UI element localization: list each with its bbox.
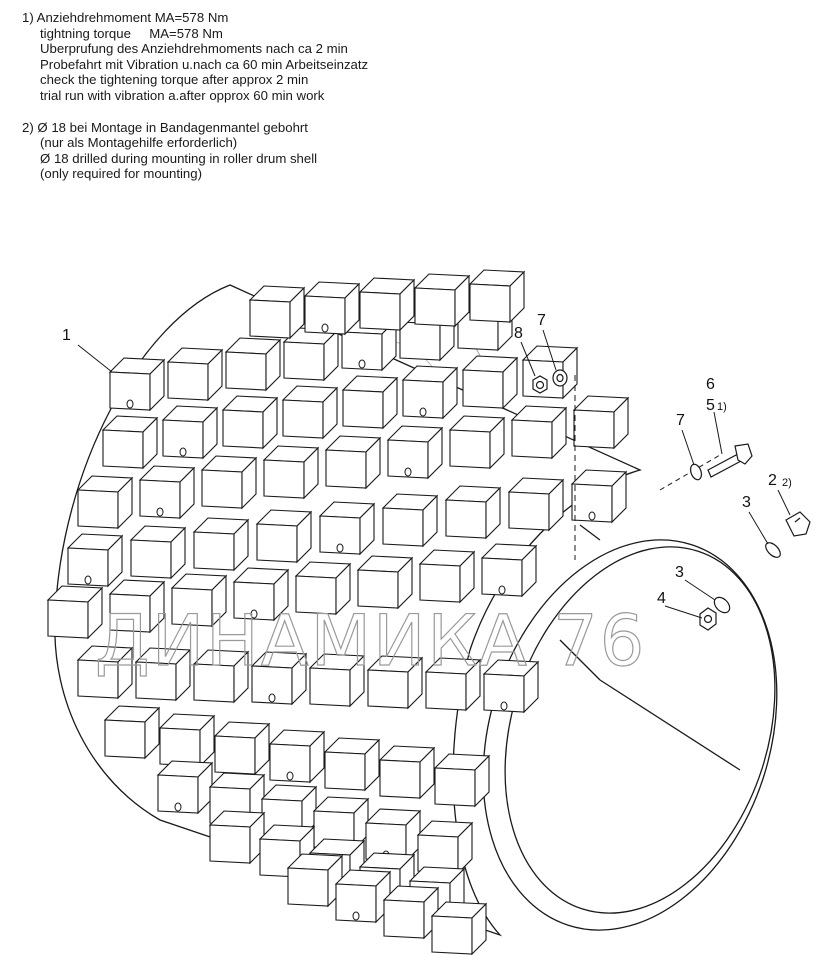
callout-8: 8 xyxy=(514,325,523,342)
callout-2: 2 xyxy=(768,472,777,489)
pad-foot xyxy=(78,476,132,528)
pad-foot xyxy=(482,544,536,596)
callout-4: 4 xyxy=(657,590,666,607)
note-1-line-3: Uberprufung des Anziehdrehmoments nach ca 2 min xyxy=(40,41,348,57)
note-2-line-1: 2) Ø 18 bei Montage in Bandagenmantel gebohrt xyxy=(22,119,308,135)
diameter-symbol: Ø xyxy=(37,119,48,135)
callout-5: 5 xyxy=(706,397,715,414)
pad-foot xyxy=(572,470,626,522)
note-1-line-1: 1) Anziehdrehmoment MA=578 Nm xyxy=(22,10,229,25)
pad-foot xyxy=(168,348,222,400)
pad-foot xyxy=(320,502,374,554)
note-2-line-4: (only required for mounting) xyxy=(40,166,202,182)
pad-foot xyxy=(110,358,164,410)
pad-foot xyxy=(103,416,157,468)
pad-foot xyxy=(257,510,311,562)
note-1-line-4: Probefahrt mit Vibration u.nach ca 60 min Arbeitseinzatz xyxy=(40,56,369,72)
pad-foot xyxy=(509,478,563,530)
pad-foot xyxy=(523,346,577,398)
pad-foot xyxy=(420,550,474,602)
pad-foot xyxy=(470,270,524,322)
callout-7-side: 7 xyxy=(676,412,685,429)
note-1-line-5: check the tightening torque after approx 2 min xyxy=(40,72,309,88)
nut-8 xyxy=(533,376,547,393)
callout-6: 6 xyxy=(706,376,715,393)
pad-foot xyxy=(380,746,434,798)
pad-foot xyxy=(512,406,566,458)
bolt-5 xyxy=(708,444,752,477)
pad-foot xyxy=(210,811,264,863)
pad-foot xyxy=(215,722,269,774)
callout-1: 1 xyxy=(62,327,71,344)
pad-foot xyxy=(48,586,102,638)
pad-foot xyxy=(360,278,414,330)
pad-foot xyxy=(450,416,504,468)
pad-foot xyxy=(270,730,324,782)
pad-foot xyxy=(283,386,337,438)
pad-foot xyxy=(250,286,304,338)
pad-foot xyxy=(163,406,217,458)
washer-7-top xyxy=(553,370,567,386)
washer-3-right xyxy=(763,540,783,560)
pad-foot xyxy=(223,396,277,448)
pad-foot xyxy=(384,886,438,938)
pad-foot xyxy=(131,526,185,578)
pad-foot xyxy=(326,436,380,488)
bolt-2 xyxy=(786,512,810,536)
pad-foot xyxy=(418,821,472,873)
callout-5-note: 1) xyxy=(717,401,727,413)
note-2-line-3: Ø 18 drilled during mounting in roller drum shell xyxy=(40,150,318,166)
note-2-line-2: (nur als Montagehilfe erforderlich) xyxy=(40,135,238,151)
pad-foot xyxy=(288,854,342,906)
pad-foot xyxy=(435,754,489,806)
diameter-symbol: Ø xyxy=(40,150,51,166)
pad-foot xyxy=(325,738,379,790)
pad-foot xyxy=(105,706,159,758)
pad-foot xyxy=(305,282,359,334)
pad-foot xyxy=(446,486,500,538)
pad-foot xyxy=(432,902,486,954)
pad-foot xyxy=(202,456,256,508)
pad-foot xyxy=(226,338,280,390)
pad-foot xyxy=(160,714,214,766)
callout-3-lower: 3 xyxy=(675,564,684,581)
pad-foot xyxy=(403,366,457,418)
pad-foot xyxy=(343,376,397,428)
pad-foot xyxy=(415,274,469,326)
pad-foot xyxy=(388,426,442,478)
pad-foot xyxy=(574,396,628,448)
note-1-line-6: trial run with vibration a.after opprox 60 min work xyxy=(40,87,325,103)
pad-foot xyxy=(463,356,517,408)
pad-foot xyxy=(383,494,437,546)
pad-foot xyxy=(158,761,212,813)
callout-7-top: 7 xyxy=(537,312,546,329)
pad-foot xyxy=(264,446,318,498)
callout-3-right: 3 xyxy=(742,494,751,511)
pad-foot xyxy=(68,534,122,586)
callout-2-note: 2) xyxy=(782,477,792,489)
note-1-line-2: tightning torque MA=578 Nm xyxy=(40,25,223,41)
pad-foot xyxy=(336,870,390,922)
pad-foot xyxy=(140,466,194,518)
watermark-text: ДИНАМИКА 76 xyxy=(95,600,647,682)
pad-foot xyxy=(194,518,248,570)
